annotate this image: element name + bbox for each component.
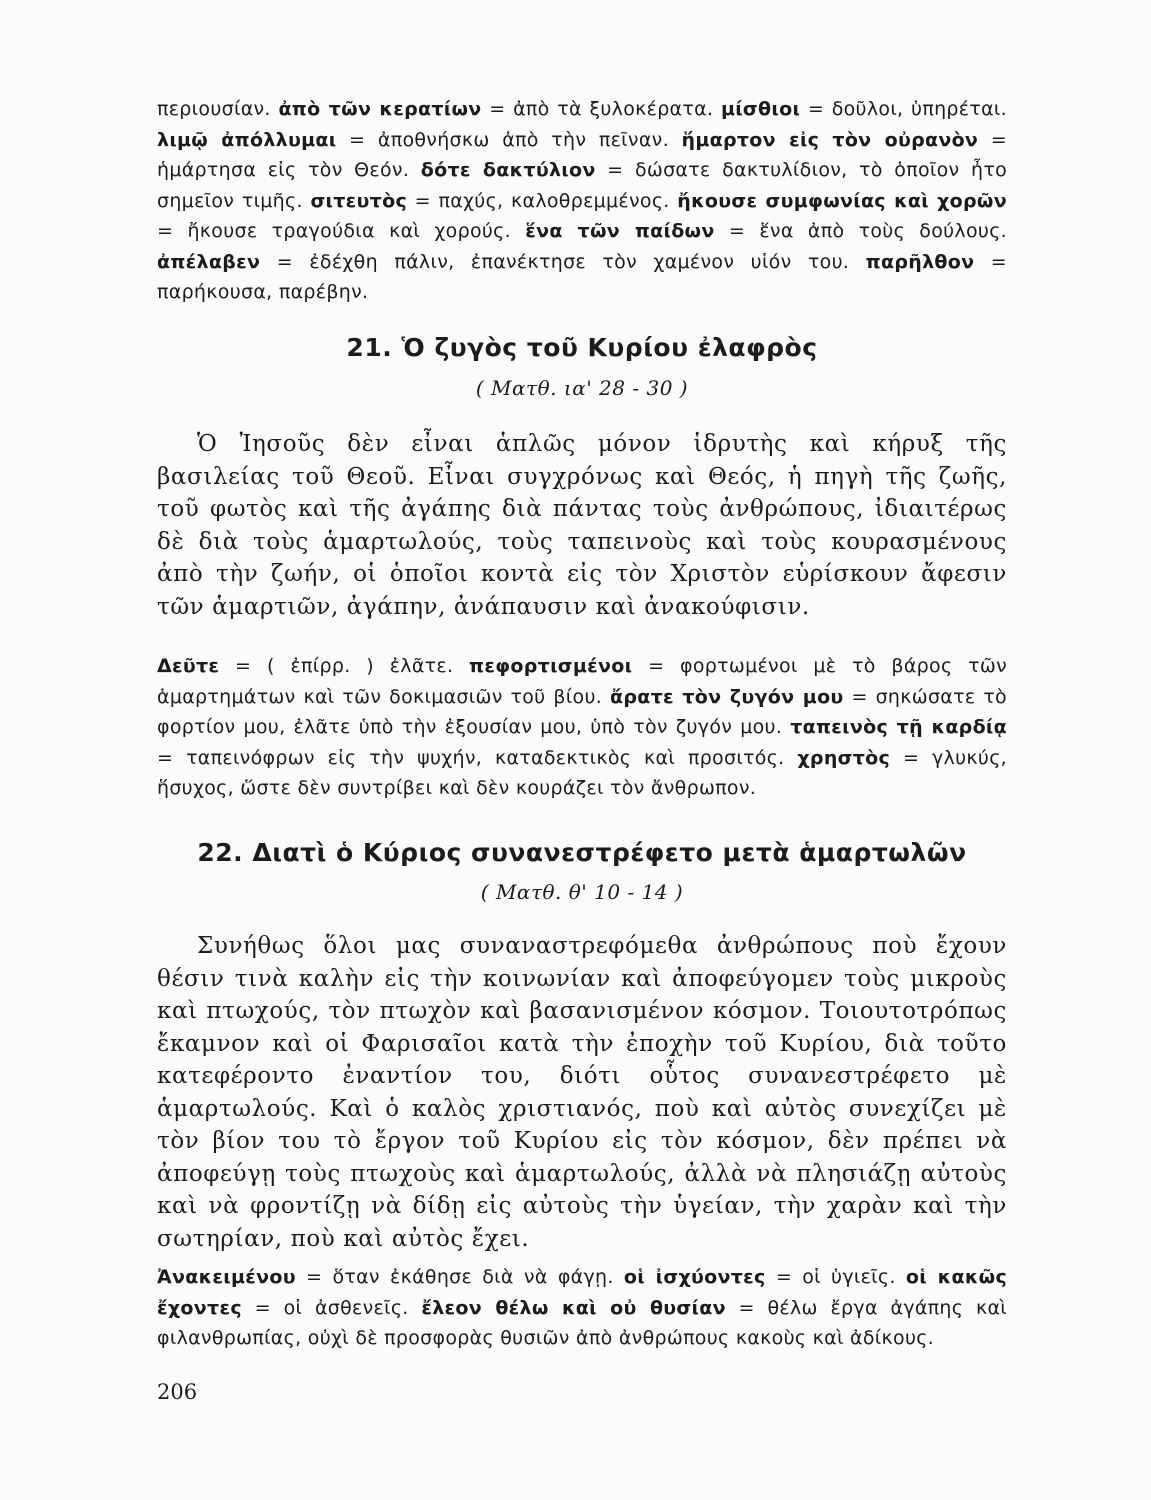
gloss-term: ἀπὸ τῶν κερατίων (278, 98, 482, 120)
gloss-term: πεφορτισμένοι (469, 655, 633, 677)
gloss-term: Δεῦτε (157, 655, 220, 677)
gloss-segment: = ὅταν ἐκάθησε διὰ νὰ φάγῃ. (295, 1266, 624, 1288)
gloss-segment: = ἀπὸ τὰ ξυλοκέρατα. (481, 98, 721, 120)
top-glossary (157, 94, 1007, 308)
gloss-term: ἤκουσε συμφωνίας καὶ χορῶν (677, 189, 1007, 212)
gloss-segment: = θέλω ἔργα ἀγάπης καὶ φιλανθρωπίας, οὐχὶ δὲ προσφορὰς θυσιῶν ἀπὸ ἀνθρώπους κακοὺς καὶ ἀδίκους. (157, 1296, 1007, 1349)
gloss-segment: = ἤκουσε τραγούδια καὶ χορούς. (157, 220, 526, 242)
section-21-heading: 21. Ὁ ζυγὸς τοῦ Κυρίου ἐλαφρὸς (346, 333, 818, 362)
section-21-reference: ( Ματθ. ια' 28 - 30 ) (475, 376, 689, 400)
gloss-term: ἄρατε τὸν ζυγόν μου (609, 685, 844, 708)
gloss-term: Ἀνακειμένου (157, 1266, 296, 1288)
gloss-term: ἔλεον θέλω καὶ οὐ θυσίαν (421, 1296, 726, 1319)
section-22-heading: 22. Διατὶ ὁ Κύριος συνανεστρέφετο μετὰ ἁμαρτωλῶν (197, 838, 967, 867)
section-21-body: Ὁ Ἰησοῦς δὲν εἶναι ἁπλῶς μόνον ἱδρυτὴς καὶ κήρυξ τῆς βασιλείας τοῦ Θεοῦ. Εἶναι συγχρόνως καὶ Θεός, ἡ πηγὴ τῆς ζωῆς, τοῦ φωτὸς καὶ τῆς ἀγάπης διὰ πάντας τοὺς ἀνθρώπους, ἰδιαιτέρως δὲ διὰ τοὺς ἁμαρτωλούς, τοὺς ταπεινοὺς καὶ τοὺς κουρασμένους ἀπὸ τὴν ζωήν, οἱ ὁποῖοι κοντὰ εἰς τὸν Χριστὸν εὑρίσκουν ἄφεσιν τῶν ἁμαρτιῶν, ἀγάπην, ἀνάπαυσιν καὶ ἀνακούφισιν. (157, 431, 1007, 620)
gloss-segment: = δώσατε δακτυλίδιον, τὸ ὁποῖον ἦτο σημεῖον τιμῆς. (157, 159, 1008, 212)
gloss-segment: = οἱ ὑγιεῖς. (765, 1266, 906, 1288)
gloss-term: δότε δακτύλιον (420, 159, 596, 181)
gloss-term: ἀπέλαβεν (157, 250, 261, 273)
gloss-term: σιτευτὸς (310, 189, 408, 212)
gloss-term: οἱ ἰσχύοντες (623, 1266, 766, 1288)
gloss-segment: = ( ἐπίρρ. ) ἐλᾶτε. (219, 655, 470, 677)
section-22-body: Συνήθως ὅλοι μας συναναστρεφόμεθα ἀνθρώπους ποὺ ἔχουν θέσιν τινὰ καλὴν εἰς τὴν κοινωνίαν καὶ ἀποφεύγομεν τοὺς μικροὺς καὶ πτωχούς, τὸν πτωχὸν καὶ βασανισμένον κόσμον. Τοιουτοτρόπως ἔκαμνον καὶ οἱ Φαρισαῖοι κατὰ τὴν ἐποχὴν τοῦ Κυρίου, διὰ τοῦτο κατεφέροντο ἐναντίον του, διότι οὗτος συνανεστρέφετο μὲ ἁμαρτωλούς. Καὶ ὁ καλὸς χριστιανός, ποὺ καὶ αὐτὸς συνεχίζει μὲ τὸν βίον του τὸ ἔργον τοῦ Κυρίου εἰς τὸν κόσμον, δὲν πρέπει νὰ ἀποφεύγῃ τοὺς πτωχοὺς καὶ ἁμαρτωλούς, ἀλλὰ νὰ πλησιάζῃ αὐτοὺς καὶ νὰ φροντίζῃ νὰ δίδῃ εἰς αὐτοὺς τὴν ὑγείαν, τὴν χαρὰν καὶ τὴν σωτηρίαν, ποὺ καὶ αὐτὸς ἔχει. (157, 933, 1007, 1252)
gloss-segment: = ἐδέχθη πάλιν, ἐπανέκτησε τὸν χαμένον υἱόν του. (260, 250, 866, 273)
gloss-segment: = οἱ ἀσθενεῖς. (241, 1296, 422, 1319)
gloss-term: οἱ κακῶς ἔχοντες (157, 1266, 1008, 1319)
gloss-segment: περιουσίαν. (157, 98, 279, 120)
gloss-segment: = ταπεινόφρων εἰς τὴν ψυχήν, καταδεκτικὸς καὶ προσιτός. (157, 746, 798, 769)
section-22-reference: ( Ματθ. θ' 10 - 14 ) (480, 880, 684, 904)
gloss-term: ἕνα τῶν παίδων (525, 220, 715, 242)
gloss-segment: = φορτωμένοι μὲ τὸ βάρος τῶν ἁμαρτημάτων καὶ τῶν δοκιμασιῶν τοῦ βίου. (157, 655, 1007, 708)
gloss-term: ταπεινὸς τῇ καρδίᾳ (790, 716, 1007, 738)
gloss-segment: = ἀποθνήσκω ἀπὸ τὴν πεῖναν. (336, 128, 682, 151)
gloss-segment: = ἕνα ἀπὸ τοὺς δούλους. (714, 220, 1007, 242)
gloss-term: παρῆλθον (865, 250, 975, 273)
gloss-term: ἥμαρτον εἰς τὸν οὐρανὸν (681, 128, 979, 151)
gloss-term: μίσθιοι (720, 98, 801, 120)
gloss-segment: = δοῦλοι, ὑπηρέται. (800, 98, 1007, 120)
gloss-segment: = παχύς, καλοθρεμμένος. (407, 189, 678, 212)
gloss-term: λιμῷ ἀπόλλυμαι (157, 128, 337, 151)
gloss-segment: = γλυκύς, ἥσυχος, ὥστε δὲν συντρίβει καὶ δὲν κουράζει τὸν ἄνθρωπον. (157, 746, 1007, 799)
gloss-segment: = ἡμάρτησα εἰς τὸν Θεόν. (157, 128, 1007, 181)
gloss-segment: = σηκώσατε τὸ φορτίον μου, ἐλᾶτε ὑπὸ τὴν ἐξουσίαν μου, ὑπὸ τὸν ζυγόν μου. (157, 685, 1007, 738)
section-22-glossary (157, 1262, 1007, 1354)
section-21-glossary (157, 651, 1007, 804)
page-number: 206 (157, 1380, 198, 1404)
gloss-term: χρηστὸς (797, 746, 891, 769)
gloss-segment: = παρήκουσα, παρέβην. (157, 250, 1008, 303)
